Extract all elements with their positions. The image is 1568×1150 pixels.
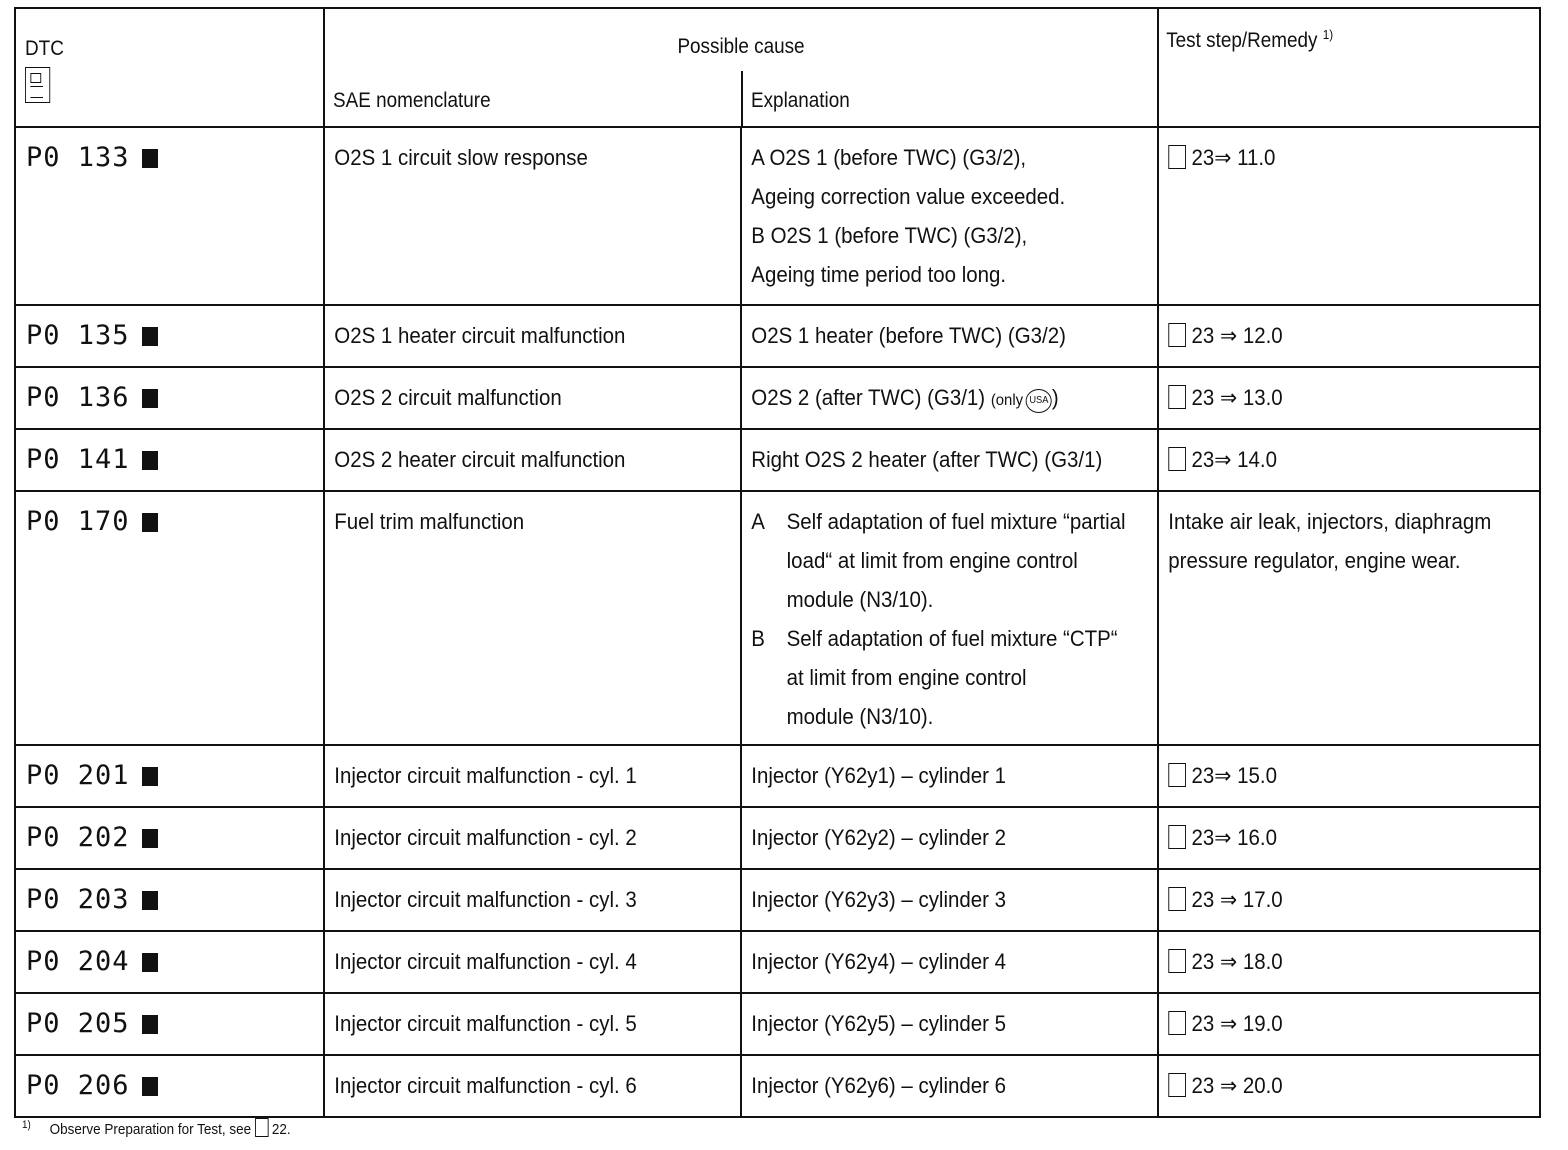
remedy-step: 23 ⇒ 17.0 (1191, 887, 1283, 912)
sae-nomenclature: Injector circuit malfunction - cyl. 2 (334, 825, 637, 850)
remedy-cell (1158, 807, 1540, 869)
dtc-code: P0 201 (26, 760, 130, 791)
remedy-cell (1158, 745, 1540, 807)
remedy-step: 23 ⇒ 20.0 (1191, 1073, 1283, 1098)
header-possible-cause-cell (324, 8, 1158, 127)
table-row (15, 869, 1540, 931)
remedy-cell (1158, 127, 1540, 305)
sae-cell (324, 491, 741, 745)
dtc-marker-icon (142, 767, 158, 786)
reference-box-icon (1168, 763, 1186, 787)
dtc-code: P0 136 (26, 382, 130, 413)
explanation-line: Ageing correction value exceeded. (751, 184, 1066, 209)
sae-cell (324, 127, 741, 305)
sae-cell (324, 807, 741, 869)
footnote (22, 1118, 291, 1138)
dtc-marker-icon (142, 1077, 158, 1096)
explanation-line: O2S 1 heater (before TWC) (G3/2) (751, 323, 1066, 348)
dtc-table (14, 7, 1541, 1118)
sae-cell (324, 993, 741, 1055)
dtc-code: P0 206 (26, 1070, 130, 1101)
table-row (15, 993, 1540, 1055)
dtc-marker-icon (142, 953, 158, 972)
remedy-cell (1158, 931, 1540, 993)
explanation-line: A O2S 1 (before TWC) (G3/2), (751, 145, 1027, 170)
explanation-line: Self adaptation of fuel mixture “partial (786, 509, 1126, 534)
dtc-cell (15, 305, 324, 367)
tester-icon (25, 67, 50, 103)
sae-nomenclature: O2S 2 heater circuit malfunction (334, 447, 626, 472)
sae-nomenclature: Injector circuit malfunction - cyl. 4 (334, 949, 637, 974)
table-row (15, 305, 1540, 367)
dtc-marker-icon (142, 1015, 158, 1034)
dtc-marker-icon (142, 327, 158, 346)
dtc-cell (15, 869, 324, 931)
dtc-cell (15, 127, 324, 305)
reference-box-icon (1168, 949, 1186, 973)
table-row (15, 127, 1540, 305)
sae-nomenclature: Injector circuit malfunction - cyl. 6 (334, 1073, 637, 1098)
only-label: (only (990, 392, 1024, 409)
header-row (15, 8, 1540, 127)
table-row (15, 367, 1540, 429)
header-sae: SAE nomenclature (333, 89, 491, 112)
remedy-line: Intake air leak, injectors, diaphragm (1168, 509, 1492, 534)
footnote-mark: 1) (22, 1119, 31, 1131)
explanation-cell (741, 1055, 1158, 1117)
remedy-cell (1158, 491, 1540, 745)
sae-cell (324, 931, 741, 993)
dtc-cell (15, 367, 324, 429)
explanation-cell (741, 127, 1158, 305)
header-test-step-cell (1158, 8, 1540, 127)
dtc-cell (15, 491, 324, 745)
explanation-line: B O2S 1 (before TWC) (G3/2), (751, 223, 1028, 248)
header-dtc-cell (15, 8, 324, 127)
explanation-cell (741, 869, 1158, 931)
explanation-cell (741, 807, 1158, 869)
explanation-line: Injector (Y62y1) – cylinder 1 (751, 763, 1007, 788)
reference-box-icon (1168, 1011, 1186, 1035)
sae-cell (324, 305, 741, 367)
dtc-marker-icon (142, 451, 158, 470)
explanation-cell (741, 305, 1158, 367)
explanation-line: Ageing time period too long. (751, 262, 1007, 287)
explanation-line: O2S 2 (after TWC) (G3/1) (751, 385, 986, 410)
remedy-step: 23⇒ 11.0 (1191, 145, 1276, 170)
remedy-step: 23 ⇒ 12.0 (1191, 323, 1283, 348)
close-paren: ) (1051, 385, 1059, 410)
reference-box-icon (1168, 825, 1186, 849)
list-label: B (751, 626, 765, 651)
sae-cell (324, 367, 741, 429)
table-row (15, 429, 1540, 491)
reference-box-icon (1168, 145, 1186, 169)
table-row (15, 745, 1540, 807)
explanation-cell (741, 931, 1158, 993)
dtc-code: P0 170 (26, 506, 130, 537)
dtc-code: P0 205 (26, 1008, 130, 1039)
remedy-cell (1158, 993, 1540, 1055)
dtc-code: P0 202 (26, 822, 130, 853)
footnote-text: Observe Preparation for Test, see (49, 1121, 252, 1138)
explanation-cell (741, 745, 1158, 807)
dtc-code: P0 204 (26, 946, 130, 977)
dtc-cell (15, 931, 324, 993)
reference-box-icon (255, 1118, 269, 1137)
remedy-cell (1158, 869, 1540, 931)
dtc-marker-icon (142, 389, 158, 408)
sae-nomenclature: O2S 1 circuit slow response (334, 145, 588, 170)
explanation-line: module (N3/10). (786, 704, 934, 729)
sae-cell (324, 745, 741, 807)
sae-nomenclature: Fuel trim malfunction (334, 509, 525, 534)
sae-cell (324, 429, 741, 491)
remedy-line: pressure regulator, engine wear. (1168, 548, 1461, 573)
sae-nomenclature: Injector circuit malfunction - cyl. 1 (334, 763, 637, 788)
sae-nomenclature: Injector circuit malfunction - cyl. 5 (334, 1011, 637, 1036)
dtc-code: P0 133 (26, 142, 130, 173)
explanation-cell (741, 993, 1158, 1055)
table-row (15, 807, 1540, 869)
dtc-cell (15, 807, 324, 869)
dtc-code: P0 203 (26, 884, 130, 915)
reference-box-icon (1168, 1073, 1186, 1097)
explanation-list-item (751, 502, 1126, 619)
explanation-cell (741, 367, 1158, 429)
dtc-marker-icon (142, 891, 158, 910)
explanation-cell (741, 429, 1158, 491)
sae-cell (324, 869, 741, 931)
explanation-line: Self adaptation of fuel mixture “CTP“ (786, 626, 1118, 651)
reference-box-icon (1168, 385, 1186, 409)
reference-box-icon (1168, 887, 1186, 911)
remedy-cell (1158, 305, 1540, 367)
dtc-code: P0 141 (26, 444, 130, 475)
table-row (15, 931, 1540, 993)
explanation-line: Injector (Y62y2) – cylinder 2 (751, 825, 1007, 850)
remedy-step: 23⇒ 14.0 (1191, 447, 1277, 472)
remedy-step: 23 ⇒ 13.0 (1191, 385, 1283, 410)
explanation-list-item (751, 619, 1120, 736)
sae-nomenclature: Injector circuit malfunction - cyl. 3 (334, 887, 637, 912)
usa-badge-icon: USA (1026, 389, 1052, 413)
remedy-cell (1158, 1055, 1540, 1117)
header-test-step: Test step/Remedy (1166, 29, 1318, 52)
remedy-step: 23⇒ 16.0 (1191, 825, 1277, 850)
table-row (15, 491, 1540, 745)
remedy-step: 23 ⇒ 19.0 (1191, 1011, 1283, 1036)
explanation-line: Injector (Y62y5) – cylinder 5 (751, 1011, 1007, 1036)
reference-box-icon (1168, 447, 1186, 471)
remedy-step: 23⇒ 15.0 (1191, 763, 1277, 788)
dtc-marker-icon (142, 513, 158, 532)
sae-cell (324, 1055, 741, 1117)
explanation-line: load“ at limit from engine control (786, 548, 1078, 573)
explanation-line: Injector (Y62y4) – cylinder 4 (751, 949, 1007, 974)
explanation-cell (741, 491, 1158, 745)
dtc-code: P0 135 (26, 320, 130, 351)
sae-nomenclature: O2S 1 heater circuit malfunction (334, 323, 626, 348)
explanation-line: module (N3/10). (786, 587, 934, 612)
header-explanation: Explanation (751, 89, 850, 112)
remedy-cell (1158, 429, 1540, 491)
dtc-marker-icon (142, 149, 158, 168)
remedy-cell (1158, 367, 1540, 429)
footnote-ref: 22. (271, 1121, 291, 1138)
remedy-step: 23 ⇒ 18.0 (1191, 949, 1283, 974)
dtc-cell (15, 993, 324, 1055)
reference-box-icon (1168, 323, 1186, 347)
explanation-line: Right O2S 2 heater (after TWC) (G3/1) (751, 447, 1103, 472)
header-dtc: DTC (25, 37, 64, 60)
dtc-cell (15, 1055, 324, 1117)
header-possible-cause: Possible cause (677, 35, 805, 58)
explanation-line: at limit from engine control (786, 665, 1027, 690)
dtc-marker-icon (142, 829, 158, 848)
header-test-step-note: 1) (1322, 27, 1334, 42)
table-row (15, 1055, 1540, 1117)
explanation-line: Injector (Y62y3) – cylinder 3 (751, 887, 1007, 912)
sae-nomenclature: O2S 2 circuit malfunction (334, 385, 562, 410)
dtc-cell (15, 429, 324, 491)
list-label: A (751, 509, 765, 534)
header-divider (741, 71, 743, 126)
dtc-cell (15, 745, 324, 807)
explanation-line: Injector (Y62y6) – cylinder 6 (751, 1073, 1007, 1098)
